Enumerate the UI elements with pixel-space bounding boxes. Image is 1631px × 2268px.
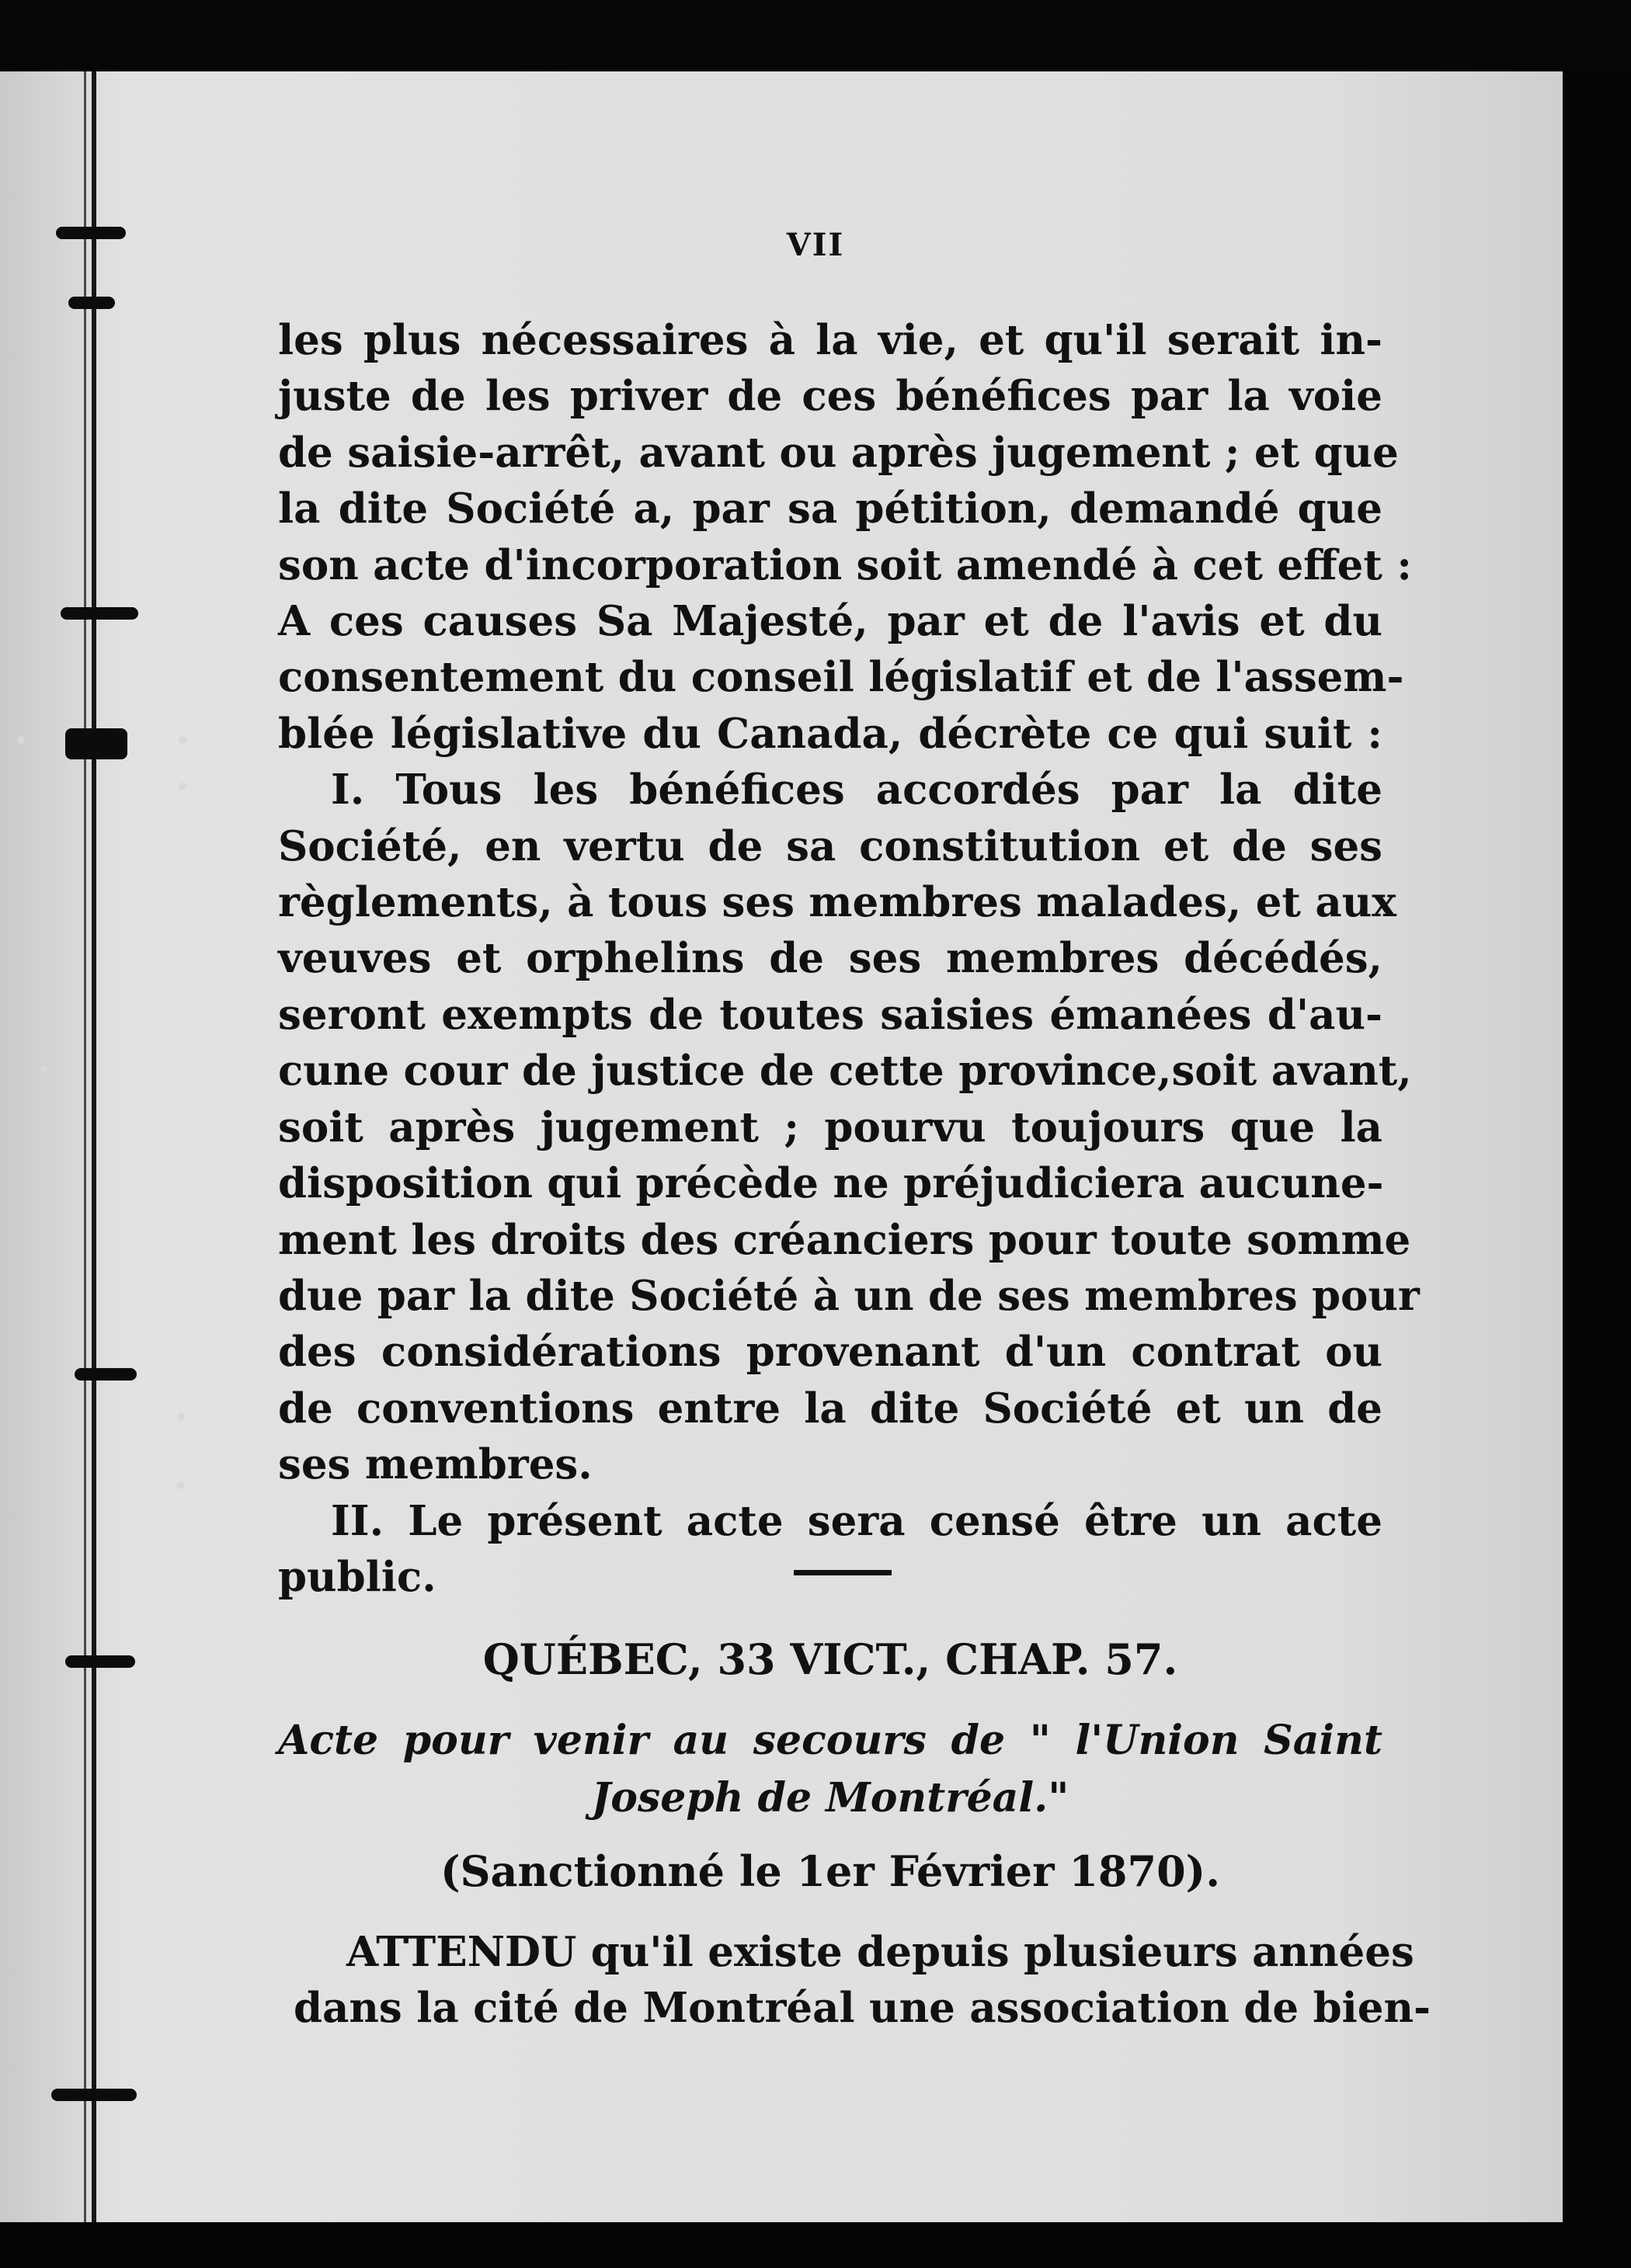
binding-spine	[92, 71, 96, 2222]
section-divider	[794, 1570, 892, 1575]
text-line: Société, en vertu de sa constitution et de ses	[278, 821, 1382, 870]
text-line: de saisie-arrêt, avant ou après jugement ; et que	[278, 428, 1399, 477]
text-line: de conventions entre la dite Société et un de	[278, 1384, 1382, 1433]
scan-speck	[40, 1065, 48, 1073]
scan-border-bottom	[0, 2222, 1631, 2268]
binding-stitch	[51, 2089, 137, 2101]
scan-speck	[179, 783, 186, 790]
binding-stitch	[65, 1655, 135, 1668]
text-line: des considérations provenant d'un contrat ou	[278, 1328, 1382, 1377]
text-line: la dite Société a, par sa pétition, demandé que	[278, 485, 1382, 533]
scan-speck	[17, 736, 25, 744]
binding-stitch	[68, 297, 115, 309]
sanction-date: (Sanctionné le 1er Février 1870).	[440, 1846, 1220, 1896]
preamble-lead-word: ATTENDU	[346, 1928, 577, 1976]
preamble-line-2: dans la cité de Montréal une association de bien-	[294, 1984, 1431, 2033]
binding-edge	[84, 71, 86, 2222]
section-heading: QUÉBEC, 33 VICT., CHAP. 57.	[482, 1634, 1178, 1684]
page-number: VII	[786, 227, 845, 263]
preamble	[294, 1924, 1431, 2037]
text-line: cune cour de justice de cette province,soit avant,	[278, 1047, 1412, 1096]
scan-border-right	[1563, 71, 1631, 2268]
binding-stitch	[75, 1368, 137, 1381]
preamble-line-1	[294, 1924, 1414, 1980]
text-line: A ces causes Sa Majesté, par et de l'avis et du	[278, 597, 1382, 646]
text-line: I. Tous les bénéfices accordés par la dite	[331, 766, 1382, 814]
preamble-text: qu'il existe depuis plusieurs années	[576, 1928, 1414, 1976]
scan-speck	[177, 1413, 185, 1421]
text-line: ses membres.	[278, 1440, 593, 1489]
text-line: public.	[278, 1552, 436, 1601]
text-line: juste de les priver de ces bénéfices par la voie	[278, 372, 1382, 421]
text-line: ment les droits des créanciers pour toute somme	[278, 1215, 1411, 1264]
text-line: les plus nécessaires à la vie, et qu'il serait in-	[278, 316, 1382, 364]
scan-speck	[177, 1481, 185, 1489]
act-title-line: Acte pour venir au secours de " l'Union Saint	[278, 1717, 1382, 1764]
text-line: son acte d'incorporation soit amendé à cet effet :	[278, 540, 1412, 589]
body-text	[278, 312, 1420, 1605]
text-line: règlements, à tous ses membres malades, et aux	[278, 878, 1396, 927]
scan-speck	[179, 736, 186, 744]
text-line: seront exempts de toutes saisies émanées d'au-	[278, 990, 1382, 1039]
binding-stitch	[65, 728, 127, 759]
act-title	[278, 1712, 1382, 1827]
act-title-line: Joseph de Montréal."	[591, 1774, 1069, 1822]
binding-stitch	[61, 607, 138, 620]
text-line: soit après jugement ; pourvu toujours que la	[278, 1103, 1382, 1151]
text-line: due par la dite Société à un de ses membres pour	[278, 1271, 1420, 1320]
text-line: blée législative du Canada, décrète ce qui suit :	[278, 709, 1382, 758]
text-line: veuves et orphelins de ses membres décédés,	[278, 934, 1382, 983]
text-line: consentement du conseil législatif et de l'assem-	[278, 653, 1404, 702]
text-line: disposition qui précède ne préjudiciera aucune-	[278, 1159, 1384, 1208]
text-line: II. Le présent acte sera censé être un acte	[331, 1496, 1382, 1545]
